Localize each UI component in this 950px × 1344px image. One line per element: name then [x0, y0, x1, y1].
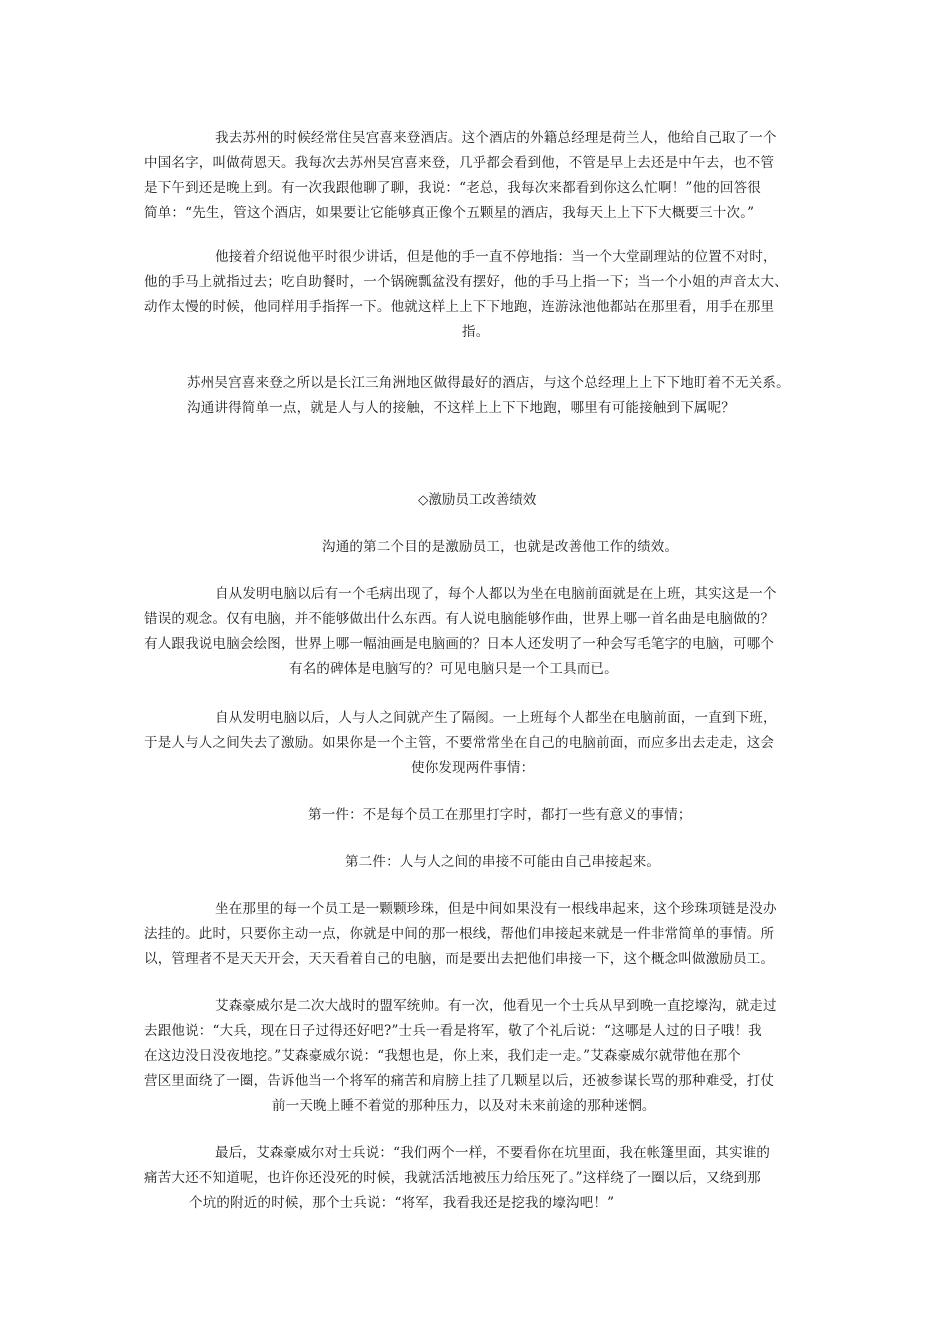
paragraph-line: 沟通讲得简单一点，就是人与人的接触，不这样上上下下地跑，哪里有可能接触到下属呢？ [187, 400, 735, 416]
paragraph-line: 痛苦大还不知道呢，也许你还没死的时候，我就活活地被压力给压死了。”这样绕了一圈以后，又绕到那 [144, 1170, 761, 1186]
paragraph-line: 个坑的附近的时候，那个士兵说：“将军，我看我还是挖我的壕沟吧！” [189, 1195, 615, 1211]
paragraph-line: 沟通的第二个目的是激励员工，也就是改善他工作的绩效。 [322, 539, 679, 555]
paragraph-line: 使你发现两件事情： [411, 760, 535, 776]
paragraph-line: 第一件：不是每个员工在那里打字时，都打一些有意义的事情； [308, 807, 692, 823]
section-heading: ◇激励员工改善绩效 [418, 492, 537, 508]
paragraph-line: 营区里面绕了一圈，告诉他当一个将军的痛苦和肩膀上挂了几颗星以后，还被参谋长骂的那种难受，打仗 [144, 1073, 775, 1089]
paragraph-line: 前一天晚上睡不着觉的那种压力，以及对未来前途的那种迷惘。 [272, 1098, 656, 1114]
paragraph-line: 他接着介绍说他平时很少讲话，但是他的手一直不停地指：当一个大堂副理站的位置不对时， [215, 249, 777, 265]
paragraph-line: 坐在那里的每一个员工是一颗颗珍珠，但是中间如果没有一根线串起来，这个珍珠项链是没办 [215, 901, 777, 917]
paragraph-line: 自从发明电脑以后有一个毛病出现了，每个人都以为坐在电脑前面就是在上班，其实这是一个 [215, 586, 777, 602]
paragraph-line: 简单：“先生，管这个酒店，如果要让它能够真正像个五颗星的酒店，我每天上上下下大概要三十次。” [144, 205, 755, 221]
paragraph-line: 自从发明电脑以后，人与人之间就产生了隔阂。一上班每个人都坐在电脑前面，一直到下班， [215, 710, 777, 726]
paragraph-line: 法挂的。此时，只要你主动一点，你就是中间的那一根线，帮他们串接起来就是一件非常简单的事情。所 [144, 926, 775, 942]
paragraph-line: 有名的碑体是电脑写的？可见电脑只是一个工具而已。 [289, 661, 618, 677]
paragraph-line: 艾森豪威尔是二次大战时的盟军统帅。有一次，他看见一个士兵从早到晚一直挖壕沟，就走过 [215, 998, 777, 1014]
paragraph-line: 在这边没日没夜地挖。”艾森豪威尔说：“我想也是，你上来，我们走一走。”艾森豪威尔就带他在那个 [144, 1048, 741, 1064]
paragraph-line: 是下午到还是晚上到。有一次我跟他聊了聊，我说：“老总，我每次来都看到你这么忙啊！”他的回答很 [144, 180, 762, 196]
paragraph-line: 最后，艾森豪威尔对士兵说：“我们两个一样，不要看你在坑里面，我在帐篷里面，其实谁的 [215, 1145, 771, 1161]
paragraph-line: 指。 [462, 324, 490, 340]
paragraph-line: 有人跟我说电脑会绘图，世界上哪一幅油画是电脑画的？日本人还发明了一种会写毛笔字的电脑，可哪个 [144, 636, 775, 652]
paragraph-line: 以，管理者不是天天开会，天天看着自己的电脑，而是要出去把他们串接一下，这个概念叫做激励员工。 [144, 951, 775, 967]
paragraph-line: 去跟他说：“大兵，现在日子过得还好吧?”士兵一看是将军，敬了个礼后说：“这哪是人过的日子哦！我 [144, 1023, 762, 1039]
paragraph-line: 错误的观念。仅有电脑，并不能够做出什么东西。有人说电脑能够作曲，世界上哪一首名曲是电脑做的？ [144, 611, 775, 627]
paragraph-line: 他的手马上就指过去；吃自助餐时，一个锅碗瓢盆没有摆好，他的手马上指一下；当一个小姐的声音太大、 [144, 274, 788, 290]
paragraph-line: 苏州吴宫喜来登之所以是长江三角洲地区做得最好的酒店，与这个总经理上上下下地盯着不无关系。 [187, 375, 790, 391]
paragraph-line: 第二件：人与人之间的串接不可能由自己串接起来。 [345, 854, 661, 870]
paragraph-line: 于是人与人之间失去了激励。如果你是一个主管，不要常常坐在自己的电脑前面，而应多出去走走，这会 [144, 735, 775, 751]
paragraph-line: 动作太慢的时候，他同样用手指挥一下。他就这样上上下下地跑，连游泳池他都站在那里看，用手在那里 [144, 299, 775, 315]
paragraph-line: 中国名字，叫做荷恩天。我每次去苏州吴宫喜来登，几乎都会看到他，不管是早上去还是中午去，也不管 [144, 155, 775, 171]
paragraph-line: 我去苏州的时候经常住吴宫喜来登酒店。这个酒店的外籍总经理是荷兰人，他给自己取了一个 [215, 130, 777, 146]
